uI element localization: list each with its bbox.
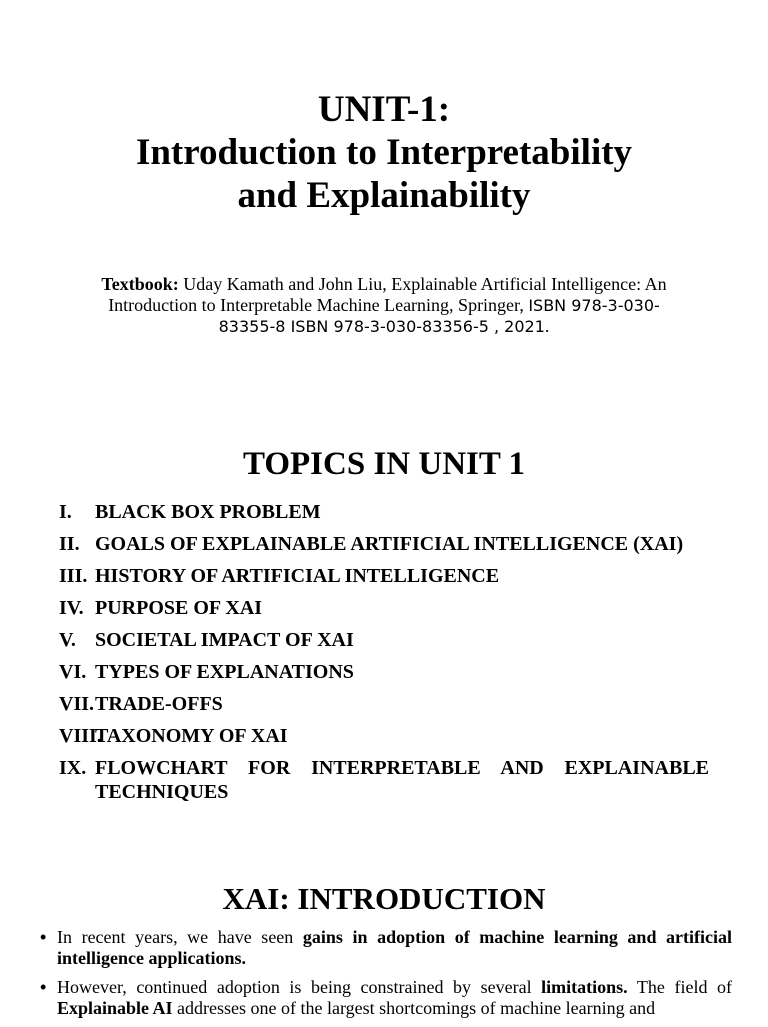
topic-item xyxy=(59,532,709,556)
topic-item xyxy=(59,628,709,652)
topic-number: IV. xyxy=(59,597,84,619)
bullet-bold-text: Explainable AI xyxy=(57,998,173,1018)
bullet-text: In recent years, we have seen xyxy=(57,927,303,947)
title-line-3: and Explainability xyxy=(237,175,531,216)
textbook-reference xyxy=(92,274,676,337)
topic-number: III. xyxy=(59,565,88,587)
topic-text: TYPES OF EXPLANATIONS xyxy=(95,661,354,683)
page-title xyxy=(0,88,768,217)
textbook-text: Uday Kamath and John Liu, Explainable Artificial Intelligence: An Introduction to Interpretable Machine Learning, Springer, xyxy=(108,274,667,315)
topic-text: SOCIETAL IMPACT OF XAI xyxy=(95,629,354,651)
topic-item xyxy=(59,596,709,620)
topic-item xyxy=(59,500,709,524)
topic-number: I. xyxy=(59,501,72,523)
bullet-item xyxy=(40,927,732,969)
topic-text: TAXONOMY OF XAI xyxy=(95,725,288,747)
topic-text: PURPOSE OF XAI xyxy=(95,597,263,619)
topic-item xyxy=(59,564,709,588)
bullet-text: The field of xyxy=(627,977,732,997)
bullet-text: However, continued adoption is being constrained by several xyxy=(57,977,542,997)
topics-heading: TOPICS IN UNIT 1 xyxy=(242,446,526,482)
topic-number: V. xyxy=(59,629,76,651)
topic-number: VI. xyxy=(59,661,87,683)
topic-text: GOALS OF EXPLAINABLE ARTIFICIAL INTELLIGENCE (XAI) xyxy=(95,533,684,555)
title-line-2: Introduction to Interpretability xyxy=(135,132,633,173)
topic-item xyxy=(59,692,709,716)
textbook-label: Textbook: xyxy=(101,274,179,294)
bullet-bold-text: limitations. xyxy=(541,977,628,997)
topic-number: II. xyxy=(59,533,80,555)
topics-list xyxy=(59,500,709,812)
intro-bullet-list xyxy=(40,927,732,1027)
textbook-isbn: ISBN 978-3-030-83355-8 ISBN 978-3-030-83356-5 , 2021 xyxy=(218,296,660,336)
topic-item xyxy=(59,660,709,684)
bullet-bold-text: gains in adoption of machine learning and artificial intelligence applications. xyxy=(57,927,733,968)
bullet-dot: • xyxy=(40,977,47,997)
topic-number: VIII. xyxy=(59,725,102,747)
title-line-1: UNIT-1: xyxy=(317,89,451,130)
topic-text: BLACK BOX PROBLEM xyxy=(95,501,321,523)
topic-number: IX. xyxy=(59,757,87,779)
textbook-end: . xyxy=(544,316,550,336)
topic-number: VII. xyxy=(59,693,95,715)
bullet-dot: • xyxy=(40,927,47,947)
topic-text: FLOWCHART FOR INTERPRETABLE AND EXPLAINABLE TECHNIQUES xyxy=(95,757,709,803)
topic-text: HISTORY OF ARTIFICIAL INTELLIGENCE xyxy=(95,565,500,587)
topic-item xyxy=(59,724,709,748)
intro-heading: XAI: INTRODUCTION xyxy=(222,881,546,916)
topic-item xyxy=(59,756,709,804)
topic-text: TRADE-OFFS xyxy=(95,693,223,715)
bullet-item xyxy=(40,977,732,1019)
bullet-text: addresses one of the largest shortcomings of machine learning and xyxy=(172,998,656,1018)
